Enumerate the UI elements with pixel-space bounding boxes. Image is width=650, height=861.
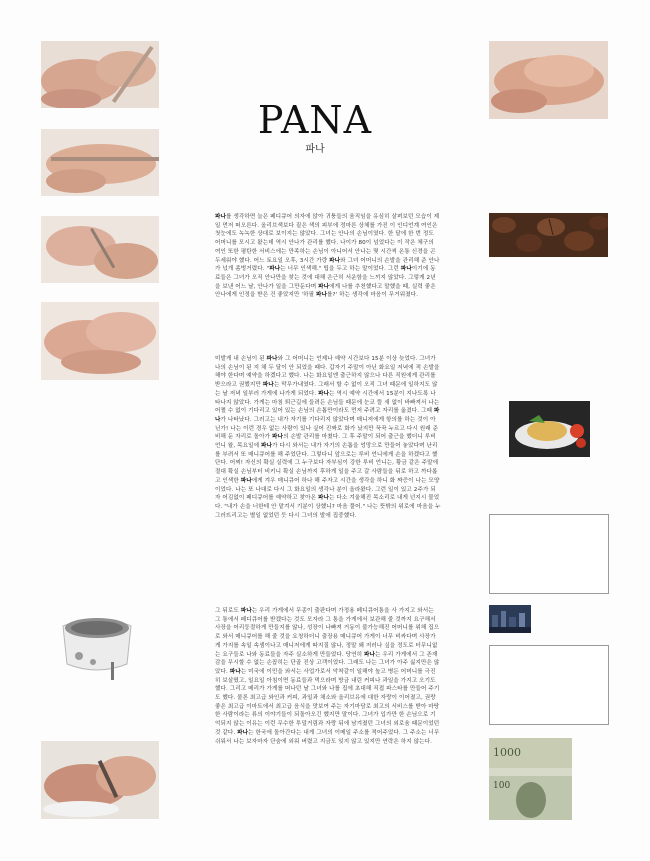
svg-text:100: 100 <box>493 781 511 791</box>
paragraph-text: 파나를 생각하면 늘은 페디큐어 의자에 앉아 귀퉁들의 움직임을 유심히 살펴보던 모습이 제일 먼저 떠오른다. 올리브색보다 짙은 색의 피부에 정마른 상체를 가진 이 인디언계 여인은 첫눈에도 녹녹한 상대로 보이지는 않았다. 그녀는 안나의 손님이였다. 한 달에 한 번 정도 어머니를 모시고 왔는데 역시 안나가 관리를 했다. 나이가 80이 넘었다는 이 작은 체구의 여인 또한 평탄한 서비스에는 만족하는 손님이 아니어서 안나는 몇 시간씩 온통 신경을 곤두세워야 했다. 어느 토요일 오후, 3시간 가량 파나와 그녀 어머니의 손발을 관리해 준 안나가 넋개 좀벙거렸다. "파나는 너무 인색해." 팁을 두고 하는 말이었다. 그런 파나이기에 동료들은 그녀가 오직 안나만을 찾는 것에 대해 은근히 서운함을 느끼지 않았다. 그렇게 2년을 보낸 어느 날, 안나가 일을 그만둔다며 파나에게 나를 추천했다고 말했을 때, 실력 좋은 안나에게 인정을 받은 건 좋았지만 '하필 파나를?' 하는 생각에 마음이 무거워졌다. <box>215 214 440 299</box>
manicure-file-photo <box>41 41 159 108</box>
coffee-beans-photo <box>489 213 608 257</box>
hand-on-hand-photo <box>489 41 608 119</box>
foot-spa-tub-photo <box>53 606 141 683</box>
blank-frame-top <box>489 514 609 594</box>
svg-text:1000: 1000 <box>493 746 521 759</box>
article-paragraph-3 <box>215 607 441 746</box>
nail-file-photo <box>41 129 159 196</box>
pedicure-photo <box>41 741 159 819</box>
hand-massage-photo <box>41 302 159 380</box>
paragraph-text: 미발게 내 손님이 된 파나와 그 어머니는 언제나 예약 시간보다 15분 이상 늦었다. 그녀가 나의 손님이 된 지 채 두 달이 안 되었을 때다. 갑자기 주말이 아닌 화요일 저녁에 적 손발을 해야 한다며 예약을 하겠다고 했다. 나는 화요일엔 출근하지 않으나 다른 직원에게 관리를 받으라고 권했지만 파나는 막무가내였다. 그래서 할 수 없이 오직 그녀 때문에 일하지도 않는 날 저녁 일부러 가게에 나가게 되었다. 파나는 역시 예약 시간에서 15분이 지나도록 나타나지 않았다. 가게는 마침 퇴근길에 들려든 손님들 때문에 눈코 뜰 새 없이 바빠져서 나는 어쩔 수 없이 기다리고 있어 있는 손님의 손톱만이라도 먼저 주려고 자리를 옮겼다. 그때 파나가 나타났다. 그러고는 내가 자기를 기다리지 않았다며 매니저에게 항의를 하는 것이 아닌가! 나는 이런 경우 없는 사람이 있나 싶어 진짜로 화가 났지만 꾹꾹 누르고 다시 원래 준비해 둔 자리로 돌아가 파나의 손발 관리를 마쳤다. 그 후 주말이 되어 출근을 했더니 루비 언니 왈, 목요일에 파나가 다시 와서는 내가 자기의 손톱을 엉망으로 만들어 놓았다며 난리를 부려서 또 매니큐어를 해 주었단다. 그렇다니 앞으로는 루비 언니에게 손을 하겠다고 했단다. 어찌! 자신의 확실 실력에 그 누구보다 자부심이 강한 루비 언니는, 황금 같은 주말에 절대 확실 손님부터 비키니 확실 손님까지 후하게 일을 주고 갈 사람들을 뒤로 하고 까다롭고 인색한 파나에게 겨우 매니큐어 하나 해 주자고 시간을 생각을 하니 화 짜증이 나는 모양이었다. 나는 또 나대로 다시 그 화요일의 생각나 분이 올라왔다. 그런 일이 있고 2주가 되자 어김없이 페디큐어를 예약하고 찾아온 파나는 다소 겨울해진 목소리로 내게 넌지시 물었다. "내가 손을 너한테 안 맡겨서 기분이 상했니? 마음 풀어." 나는 뜻밖의 위로에 마음을 누그러뜨리고는 별일 없었던 듯 다시 그녀의 발에 집중했다. <box>215 356 441 519</box>
blank-frame-bottom <box>489 645 609 725</box>
page-title: PANA <box>257 98 373 142</box>
city-photo <box>489 605 531 633</box>
paragraph-text: 그 뒤로도 파나는 우리 가게에서 무종이 출판다며 가정용 페디큐어통을 사 가지고 와서는 그 통에서 페디큐어를 받겠다는 것도 모자라 그 통을 가게에서 보관해 줄 것까지 요구해서 사장을 어리둥절하게 만들지를 않나, 성장이 나빠져 거동이 불가능해진 어머니를 위해 집으로 와서 매니큐어를 해 줄 것을 요청하더니 출장용 매니큐어 가게이 너무 비싸다며 사장가게 가지를 속일 속셈이나고 매니저에게 따지질 않나, 정말 왜 저러나 싶을 정도로 터무니없는 요구들로 나와 동료들을 자주 실소하게 만들었다. 당연히 파나는 우리 가게에서 그 존재감을 무시할 수 없는 손꼽히는 단골 진상 고객이었다. 그래도 나는 그녀가 아주 싫지만은 않았다. 파나는 미국에 이민을 와서는 사업가로서 악착같이 일해야 높고 병든 어머니를 극진히 보살폈고, 일요일 아침이면 동료들과 먹으라며 방금 내린 커피나 과일을 가지고 오기도 했다. 그리고 메리가 가게를 떠나던 날 그녀와 나를 집에 초대해 직접 파스타를 만들어 주기도 했다. 물론 최고급 와인과 커피, 과일과 채소와 올리브유에 대한 자랑이 이어졌고, 권랑 좋은 최고급 이마트에서 최고급 음식을 맛보여 주는 자기마담로 최고의 서비스를 받아 마땅한 사람이라는 류의 이야기들이 되돌아오긴 했지만 말이다. 그녀가 입가만 한 손님으로 기억되지 않는 이유는 이런 무수한 투덜거림과 자랑 뒤에 남겨졌던 그녀의 외로움 때문이었던 것 같다. 파나는 한국에 돌아간다는 내게 그녀의 이메일 주소를 적어주었다. 그 주소는 너무 쉬워서 나는 보자마자 단숨에 외워 버렸고 지금도 잊지 않고 있지만 연락은 하지 않는다. <box>215 608 440 745</box>
nail-care-photo <box>41 216 159 283</box>
article-paragraph-2 <box>215 355 441 520</box>
page-subtitle: 파나 <box>305 144 325 155</box>
pasta-photo <box>509 401 590 457</box>
dollar-bills-photo <box>489 738 572 820</box>
article-paragraph-1 <box>215 213 441 300</box>
